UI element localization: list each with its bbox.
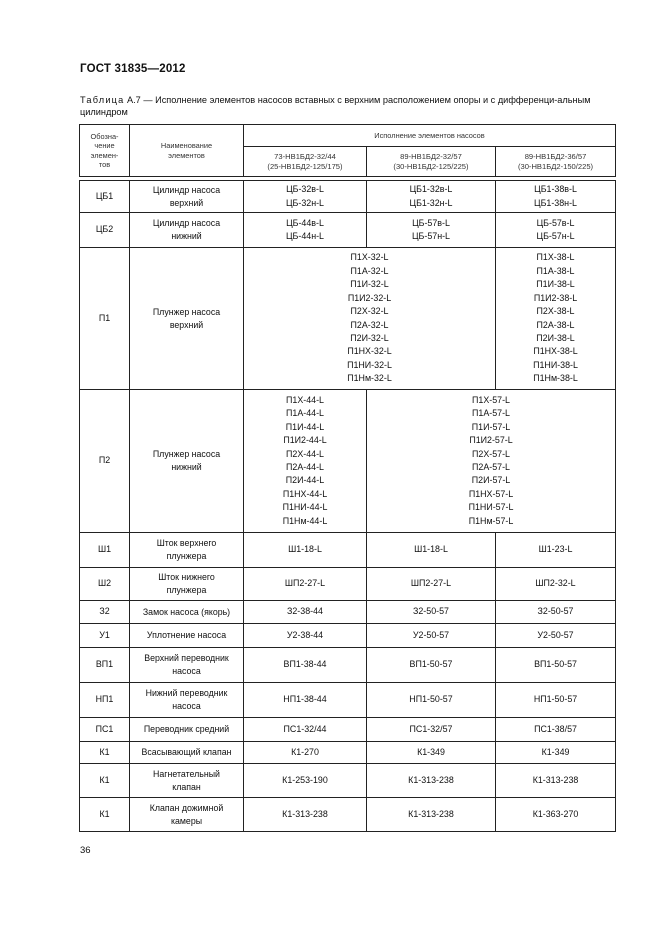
row-variant-1: ВП1-38-44: [244, 648, 367, 683]
header-variants-group: Исполнение элементов насосов: [244, 125, 616, 147]
row-variant-2: ВП1-50-57: [367, 648, 496, 683]
table-row: [80, 248, 616, 390]
row-variant-2: К1-313-238: [367, 798, 496, 832]
row-name: Нижний переводник насоса: [130, 683, 244, 718]
row-code: К1: [80, 798, 130, 832]
row-variant-3: Ш1-23-L: [496, 533, 616, 568]
row-code: У1: [80, 624, 130, 648]
row-code: ЦБ2: [80, 213, 130, 248]
row-variant-1: К1-313-238: [244, 798, 367, 832]
row-variant-1-2: П1Х-32-L П1А-32-L П1И-32-L П1И2-32-L П2Х-32-L П2А-32-L П2И-32-L П1НХ-32-L П1НИ-32-L П1Нм-32-L: [244, 248, 496, 390]
row-name: Уплотнение насоса: [130, 624, 244, 648]
document-standard-title: ГОСТ 31835—2012: [80, 63, 186, 75]
row-variant-2: Ш1-18-L: [367, 533, 496, 568]
row-variant-1: НП1-38-44: [244, 683, 367, 718]
table-row: [80, 181, 616, 213]
row-name: Шток нижнего плунжера: [130, 568, 244, 601]
row-name: Всасывающий клапан: [130, 742, 244, 764]
table-row: [80, 742, 616, 764]
row-code: К1: [80, 764, 130, 798]
row-variant-1: П1Х-44-L П1А-44-L П1И-44-L П1И2-44-L П2Х-44-L П2А-44-L П2И-44-L П1НХ-44-L П1НИ-44-L П1Нм-44-L: [244, 390, 367, 533]
row-name: Верхний переводник насоса: [130, 648, 244, 683]
row-variant-3: ЦБ-57в-L ЦБ-57н-L: [496, 213, 616, 248]
table-row: [80, 624, 616, 648]
row-code: П1: [80, 248, 130, 390]
row-name: Клапан дожимной камеры: [130, 798, 244, 832]
row-name: Цилиндр насоса нижний: [130, 213, 244, 248]
row-code: З2: [80, 601, 130, 624]
pump-elements-table: [79, 124, 616, 832]
row-variant-3: НП1-50-57: [496, 683, 616, 718]
row-code: ЦБ1: [80, 181, 130, 213]
table-row: [80, 798, 616, 832]
header-designation: Обозна- чение элемен- тов: [80, 125, 130, 177]
row-name: Шток верхнего плунжера: [130, 533, 244, 568]
header-variant-2: 89-НВ1БД2-32/57 (30-НВ1БД2-125/225): [367, 147, 496, 177]
row-code: П2: [80, 390, 130, 533]
row-code: Ш2: [80, 568, 130, 601]
row-code: Ш1: [80, 533, 130, 568]
row-variant-3: К1-313-238: [496, 764, 616, 798]
table-row: [80, 683, 616, 718]
row-variant-2: К1-313-238: [367, 764, 496, 798]
row-variant-1: ШП2-27-L: [244, 568, 367, 601]
caption-label: Таблица: [80, 95, 125, 105]
row-name: Плунжер насоса нижний: [130, 390, 244, 533]
table-caption: [80, 94, 620, 118]
row-variant-3: ВП1-50-57: [496, 648, 616, 683]
table-row: [80, 568, 616, 601]
row-variant-2: НП1-50-57: [367, 683, 496, 718]
row-name: Цилиндр насоса верхний: [130, 181, 244, 213]
row-code: ПС1: [80, 718, 130, 742]
header-variant-3: 89-НВ1БД2-36/57 (30-НВ1БД2-150/225): [496, 147, 616, 177]
row-variant-3: У2-50-57: [496, 624, 616, 648]
row-code: К1: [80, 742, 130, 764]
row-variant-3: ЦБ1-38в-L ЦБ1-38н-L: [496, 181, 616, 213]
row-name: Замок насоса (якорь): [130, 601, 244, 624]
row-variant-2: К1-349: [367, 742, 496, 764]
row-variant-3: К1-363-270: [496, 798, 616, 832]
row-code: ВП1: [80, 648, 130, 683]
row-variant-2: ПС1-32/57: [367, 718, 496, 742]
row-variant-3: ШП2-32-L: [496, 568, 616, 601]
table-row: [80, 601, 616, 624]
row-variant-3: К1-349: [496, 742, 616, 764]
row-variant-1: Ш1-18-L: [244, 533, 367, 568]
caption-number: А.7: [127, 95, 141, 105]
row-variant-1: У2-38-44: [244, 624, 367, 648]
table-row: [80, 718, 616, 742]
row-variant-1: З2-38-44: [244, 601, 367, 624]
header-name: Наименование элементов: [130, 125, 244, 177]
table-row: [80, 390, 616, 533]
row-variant-2: У2-50-57: [367, 624, 496, 648]
row-variant-3: З2-50-57: [496, 601, 616, 624]
row-code: НП1: [80, 683, 130, 718]
table-row: [80, 213, 616, 248]
table-row: [80, 764, 616, 798]
row-variant-3: ПС1-38/57: [496, 718, 616, 742]
row-variant-2: ШП2-27-L: [367, 568, 496, 601]
header-variant-1: 73-НВ1БД2-32/44 (25-НВ1БД2-125/175): [244, 147, 367, 177]
page-number: 36: [80, 845, 91, 856]
row-variant-1: ЦБ-44в-L ЦБ-44н-L: [244, 213, 367, 248]
row-name: Плунжер насоса верхний: [130, 248, 244, 390]
table-row: [80, 533, 616, 568]
row-variant-2: ЦБ-57в-L ЦБ-57н-L: [367, 213, 496, 248]
row-name: Переводник средний: [130, 718, 244, 742]
row-name: Нагнетательный клапан: [130, 764, 244, 798]
caption-text: — Исполнение элементов насосов вставных с верхним расположением опоры и с дифференци-альным цилиндром: [80, 95, 591, 117]
row-variant-1: К1-270: [244, 742, 367, 764]
row-variant-1: ПС1-32/44: [244, 718, 367, 742]
row-variant-3: П1Х-38-L П1А-38-L П1И-38-L П1И2-38-L П2Х-38-L П2А-38-L П2И-38-L П1НХ-38-L П1НИ-38-L П1Нм-38-L: [496, 248, 616, 390]
row-variant-1: ЦБ-32в-L ЦБ-32н-L: [244, 181, 367, 213]
row-variant-2: ЦБ1-32в-L ЦБ1-32н-L: [367, 181, 496, 213]
row-variant-2-3: П1Х-57-L П1А-57-L П1И-57-L П1И2-57-L П2Х-57-L П2А-57-L П2И-57-L П1НХ-57-L П1НИ-57-L П1Нм-57-L: [367, 390, 616, 533]
row-variant-2: З2-50-57: [367, 601, 496, 624]
table-row: [80, 648, 616, 683]
row-variant-1: К1-253-190: [244, 764, 367, 798]
